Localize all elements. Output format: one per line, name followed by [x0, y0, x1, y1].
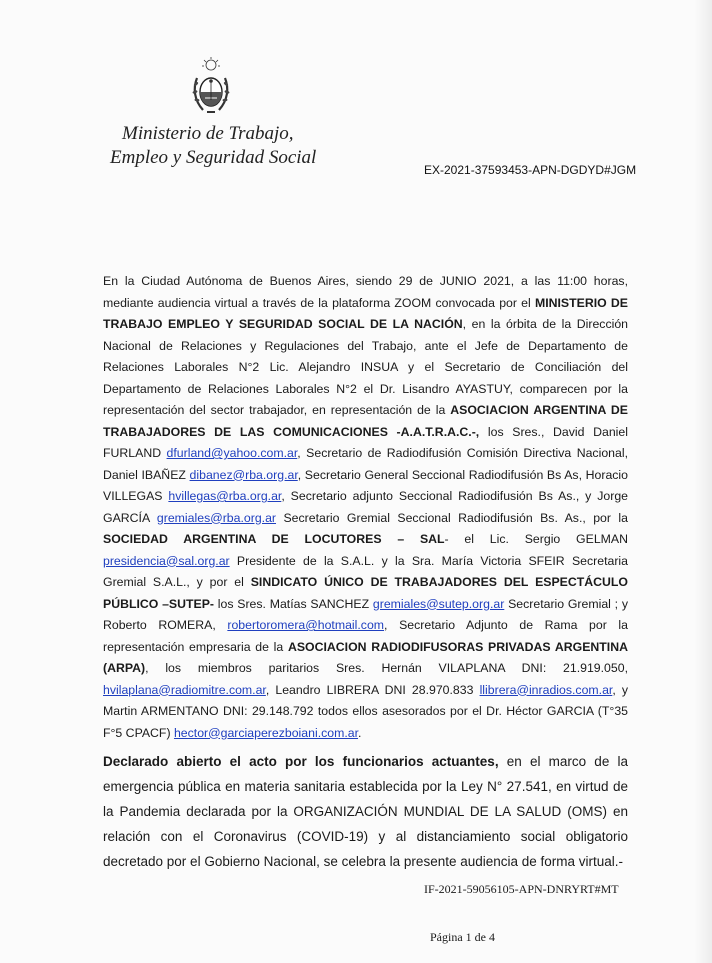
argentina-coat-of-arms-icon: [189, 56, 233, 116]
bold-declarado: Declarado abierto el acto por los funcionarios actuantes,: [103, 754, 499, 769]
text-span: , y Martin ARMENTANO DNI: 29.148.792 todos ellos asesorados por el Dr. Héctor GARCIA (T°35 F°5 CPACF): [103, 682, 629, 740]
text-span: .: [358, 725, 362, 740]
expediente-number: EX-2021-37593453-APN-DGDYD#JGM: [424, 163, 637, 177]
email-link-sanchez[interactable]: gremiales@sutep.org.ar: [372, 596, 505, 611]
text-span: los Sres., David Daniel FURLAND: [103, 424, 628, 460]
text-span: los Sres. Matías SANCHEZ: [214, 596, 373, 611]
text-span: - el Lic. Sergio GELMAN: [444, 532, 628, 546]
email-link-vilaplana[interactable]: hvilaplana@radiomitre.com.ar: [103, 682, 266, 697]
email-link-furland[interactable]: dfurland@yahoo.com.ar: [166, 446, 298, 460]
email-link-librera[interactable]: llibrera@inradios.com.ar: [479, 682, 613, 697]
text-span: , Secretario General Seccional Radiodifusión Bs As, Horacio VILLEGAS: [103, 467, 629, 503]
email-link-gelman[interactable]: presidencia@sal.org.ar: [103, 553, 230, 568]
text-span: , Secretario adjunto Seccional Radiodifusión Bs As., y Jorge GARCÍA: [103, 489, 628, 525]
email-link-hgarcia[interactable]: hector@garciaperezboiani.com.ar: [173, 725, 359, 740]
email-link-villegas[interactable]: hvillegas@rba.org.ar: [168, 489, 282, 503]
ministry-line-1: Ministerio de Trabajo,: [122, 123, 294, 144]
text-span: en el marco de la emergencia pública en materia sanitaria establecida por la Ley N° 27.541, en virtud de la Pandemia declarada por la ORGANIZACIÓN MUNDIAL DE LA SALUD (OMS) en relación con el Coronavirus (COVID-19) y al distanciamiento social obligatorio decretado por el Gobierno Nacional, se celebra la presente audiencia de forma virtual.-: [103, 754, 629, 869]
page-edge-shadow: [694, 0, 712, 963]
bold-ministry: MINISTERIO DE TRABAJO EMPLEO Y SEGURIDAD SOCIAL DE LA NACIÓN: [103, 295, 628, 331]
page-number: Página 1 de 4: [430, 930, 495, 944]
footer-document-id: IF-2021-59056105-APN-DNRYRT#MT: [424, 882, 619, 896]
text-span: , Leandro LIBRERA DNI 28.970.833: [265, 682, 480, 697]
bold-sal: SOCIEDAD ARGENTINA DE LOCUTORES – SAL: [103, 532, 445, 546]
ministry-line-2: Empleo y Seguridad Social: [110, 147, 317, 168]
body-paragraph-1: [103, 271, 628, 744]
email-link-romera[interactable]: robertoromera@hotmail.com: [227, 618, 385, 632]
text-span: Presidente de la S.A.L. y la Sra. María Victoria SFEIR Secretaria Gremial S.A.L., y por el: [103, 553, 628, 589]
text-span: , Secretario de Radiodifusión Comisión Directiva Nacional, Daniel IBAÑEZ: [103, 446, 628, 482]
text-span: , en la órbita de la Dirección Nacional de Relaciones y Regulaciones del Trabajo, ante el Jefe de Departamento de Relaciones Laborales N°2 Lic. Alejandro INSUA y el Secretario de Conciliación del Departamento de Relaciones Laborales N°2 el Dr. Lisandro AYASTUY, comparecen por la representación del sector trabajador, en representación de la: [103, 317, 628, 417]
bold-arpa: ASOCIACION RADIODIFUSORAS PRIVADAS ARGENTINA (ARPA): [103, 639, 628, 675]
text-span: , Secretario Adjunto de Rama por la representación empresaria de la: [103, 618, 628, 654]
email-link-garcia[interactable]: gremiales@rba.org.ar: [156, 510, 277, 525]
text-span: , los miembros paritarios Sres. Hernán VILAPLANA DNI: 21.919.050,: [145, 661, 628, 675]
ministry-logo-text: [110, 122, 340, 170]
email-link-ibanez[interactable]: dibanez@rba.org.ar: [189, 467, 298, 482]
text-span: Secretario Gremial ; y Roberto ROMERA,: [103, 596, 628, 632]
body-paragraph-2: [103, 749, 628, 874]
text-span: En la Ciudad Autónoma de Buenos Aires, siendo 29 de JUNIO 2021, a las 11:00 horas, mediante audiencia virtual a través de la plataforma ZOOM convocada por el: [103, 274, 628, 310]
bold-aatrac: ASOCIACION ARGENTINA DE TRABAJADORES DE LAS COMUNICACIONES -A.A.T.R.A.C.-,: [103, 403, 628, 439]
bold-sutep: SINDICATO ÚNICO DE TRABAJADORES DEL ESPECTÁCULO PÚBLICO –SUTEP-: [103, 575, 628, 611]
text-span: Secretario Gremial Seccional Radiodifusión Bs. As., por la: [276, 510, 628, 525]
